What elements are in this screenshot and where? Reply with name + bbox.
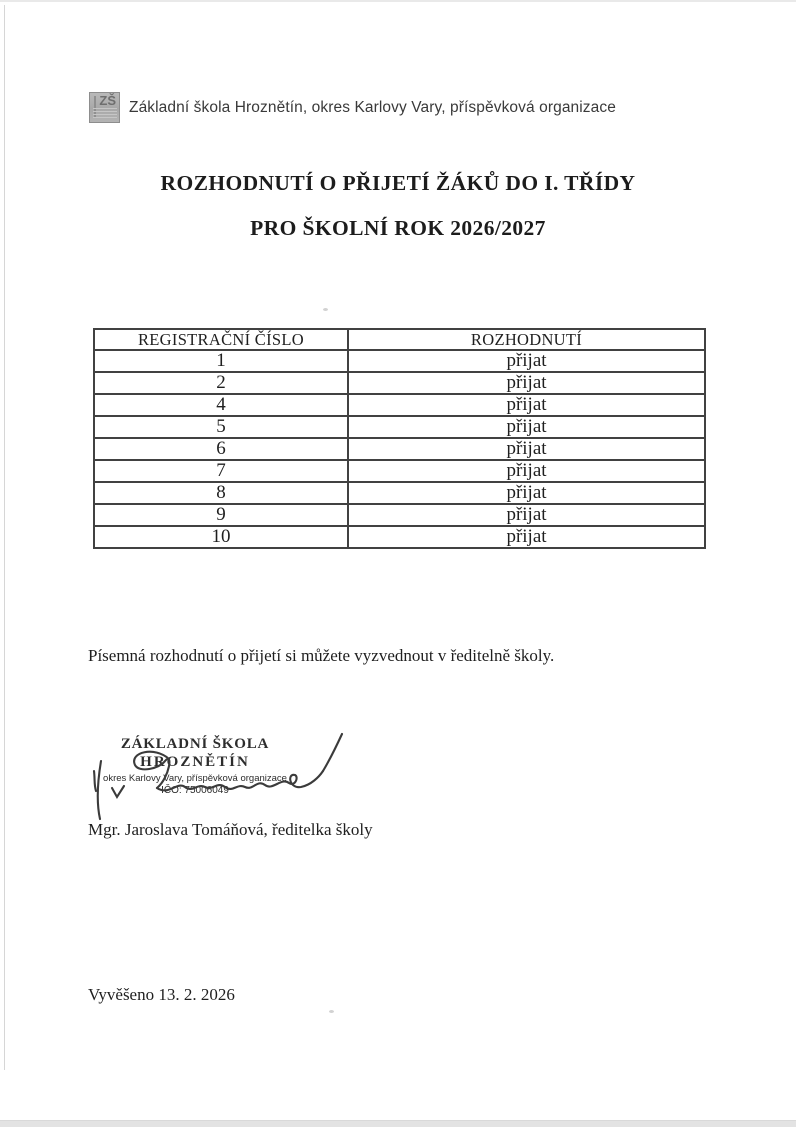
decision-cell: přijat [348,372,705,394]
document-title [0,171,796,241]
table-row [94,416,705,438]
registration-number-cell: 1 [94,350,348,372]
scan-edge-bottom [0,1120,796,1127]
school-name: Základní škola Hroznětín, okres Karlovy Vary, příspěvková organizace [129,98,616,116]
decision-cell: přijat [348,526,705,548]
document-title-line1: ROZHODNUTÍ O PŘIJETÍ ŽÁKŮ DO I. TŘÍDY [160,171,636,195]
signatory-name: Mgr. Jaroslava Tomáňová, ředitelka školy [88,820,373,839]
registration-number-cell: 8 [94,482,348,504]
column-header-registration-number: REGISTRAČNÍ ČÍSLO [94,329,348,350]
table-row [94,526,705,548]
table-row [94,504,705,526]
table-body [94,350,705,547]
decision-cell: přijat [348,416,705,438]
decision-cell: přijat [348,394,705,416]
pickup-note: Písemná rozhodnutí o přijetí si můžete vyzvednout v ředitelně školy. [88,646,555,665]
handwritten-signature [85,725,345,825]
registration-number-cell: 6 [94,438,348,460]
scan-speck [323,308,328,311]
table-row [94,394,705,416]
table-row [94,482,705,504]
table-row [94,372,705,394]
registration-number-cell: 2 [94,372,348,394]
scan-edge-top [0,0,796,2]
school-logo-icon [89,92,120,123]
admission-decision-table [93,328,706,549]
decision-cell: přijat [348,482,705,504]
table-row [94,438,705,460]
stamp-school-name-line2: HROZNĚTÍN [140,754,250,770]
decision-cell: přijat [348,504,705,526]
stamp-school-name-line1: ZÁKLADNÍ ŠKOLA [120,736,270,752]
scan-speck [329,1010,334,1013]
table-row [94,460,705,482]
scan-edge-left [4,5,5,1070]
registration-number-cell: 7 [94,460,348,482]
decision-cell: přijat [348,460,705,482]
stamp-district-line: okres Karlovy Vary, příspěvková organizace [103,773,287,784]
school-logo-text: ZŠ [99,93,116,108]
decision-cell: přijat [348,438,705,460]
school-header [89,92,616,123]
document-title-line2: PRO ŠKOLNÍ ROK 2026/2027 [250,216,546,240]
column-header-decision: ROZHODNUTÍ [348,329,705,350]
table-row [94,350,705,372]
table-header-row [94,329,705,350]
posted-date: Vyvěšeno 13. 2. 2026 [88,985,235,1004]
decision-cell: přijat [348,350,705,372]
stamp-ico-line: IČO: 75006049 [161,785,229,796]
registration-number-cell: 10 [94,526,348,548]
registration-number-cell: 9 [94,504,348,526]
registration-number-cell: 5 [94,416,348,438]
registration-number-cell: 4 [94,394,348,416]
